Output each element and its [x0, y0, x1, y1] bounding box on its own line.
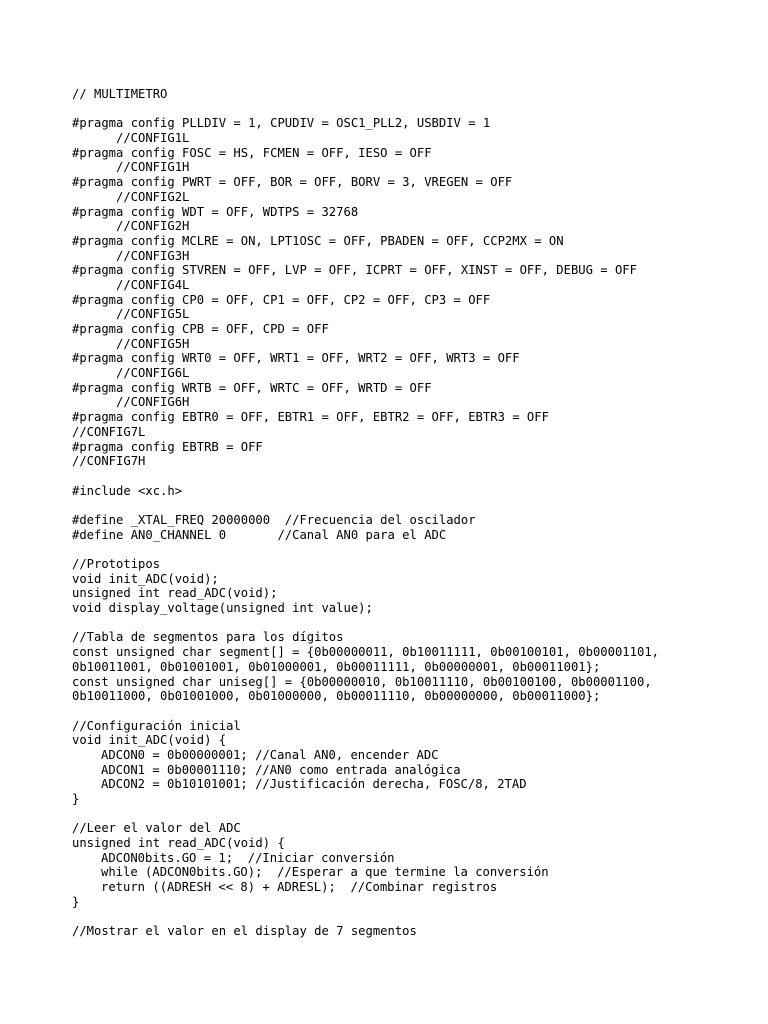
code-line: //Leer el valor del ADC	[72, 821, 241, 836]
code-line: #define _XTAL_FREQ 20000000 //Frecuencia del oscilador	[72, 512, 476, 527]
code-line: return ((ADRESH << 8) + ADRESL); //Combinar registros	[101, 880, 498, 895]
blank-line	[72, 469, 752, 484]
code-line: //Tabla de segmentos para los dígitos	[72, 630, 344, 645]
code-line: }	[72, 792, 80, 806]
code-line: #include <xc.h>	[72, 483, 183, 498]
code-line: //Prototipos	[72, 557, 161, 571]
code-line: //CONFIG6L	[116, 366, 190, 381]
code-line: #pragma config WRT0 = OFF, WRT1 = OFF, WRT2 = OFF, WRT3 = OFF	[72, 351, 520, 366]
code-line: unsigned int read_ADC(void) {	[72, 836, 285, 851]
blank-line	[72, 498, 752, 513]
blank-line	[72, 616, 752, 631]
code-line: }	[72, 894, 80, 909]
code-line: // MULTIMETRO	[72, 87, 168, 101]
code-line: //CONFIG5H	[116, 336, 190, 351]
code-line: ADCON0 = 0b00000001; //Canal AN0, encender ADC	[101, 747, 439, 762]
code-line: #pragma config PLLDIV = 1, CPUDIV = OSC1_PLL2, USBDIV = 1	[72, 116, 491, 131]
code-line: #pragma config EBTRB = OFF	[72, 439, 263, 454]
code-line: //CONFIG7L	[72, 424, 146, 439]
code-line: //CONFIG2L	[116, 189, 190, 204]
code-line: ADCON0bits.GO = 1; //Iniciar conversión	[101, 850, 395, 865]
code-line: void init_ADC(void) {	[72, 733, 227, 748]
code-line: //CONFIG1H	[116, 160, 190, 175]
code-line: #pragma config WRTB = OFF, WRTC = OFF, WRTD = OFF	[72, 380, 432, 395]
blank-line	[72, 542, 752, 557]
code-line: void display_voltage(unsigned int value);	[72, 601, 373, 616]
code-line: unsigned int read_ADC(void);	[72, 586, 278, 601]
code-line: //CONFIG6H	[116, 395, 190, 410]
code-line: #pragma config FOSC = HS, FCMEN = OFF, IESO = OFF	[72, 145, 432, 160]
blank-line	[72, 807, 752, 822]
code-line: #pragma config PWRT = OFF, BOR = OFF, BORV = 3, VREGEN = OFF	[72, 175, 513, 190]
code-line: #pragma config WDT = OFF, WDTPS = 32768	[72, 204, 359, 219]
blank-line	[72, 102, 752, 117]
code-line: #pragma config STVREN = OFF, LVP = OFF, ICPRT = OFF, XINST = OFF, DEBUG = OFF	[72, 263, 637, 278]
code-line: //CONFIG5L	[116, 307, 190, 322]
code-line: //CONFIG1L	[116, 131, 190, 146]
code-line: 0b10011000, 0b01001000, 0b01000000, 0b00011110, 0b00000000, 0b00011000};	[72, 689, 601, 704]
code-listing	[72, 87, 752, 939]
code-line: //CONFIG3H	[116, 248, 190, 263]
code-line: //CONFIG7H	[72, 454, 146, 469]
code-line: #pragma config MCLRE = ON, LPT1OSC = OFF, PBADEN = OFF, CCP2MX = ON	[72, 233, 564, 248]
blank-line	[72, 704, 752, 719]
code-line: #pragma config EBTR0 = OFF, EBTR1 = OFF, EBTR2 = OFF, EBTR3 = OFF	[72, 410, 549, 425]
code-line: //Mostrar el valor en el display de 7 segmentos	[72, 924, 417, 939]
code-line: while (ADCON0bits.GO); //Esperar a que termine la conversión	[101, 865, 549, 880]
code-line: void init_ADC(void);	[72, 571, 219, 586]
code-line: 0b10011001, 0b01001001, 0b01000001, 0b00011111, 0b00000001, 0b00011001};	[72, 659, 601, 674]
code-line: const unsigned char segment[] = {0b00000011, 0b10011111, 0b00100101, 0b00001101,	[72, 645, 659, 660]
code-line: #define AN0_CHANNEL 0 //Canal AN0 para el ADC	[72, 527, 447, 542]
code-line: //CONFIG4L	[116, 277, 190, 292]
code-line: const unsigned char uniseg[] = {0b00000010, 0b10011110, 0b00100100, 0b00001100,	[72, 674, 652, 689]
code-line: //CONFIG2H	[116, 219, 190, 234]
blank-line	[72, 910, 752, 925]
code-line: ADCON2 = 0b10101001; //Justificación derecha, FOSC/8, 2TAD	[101, 777, 527, 792]
code-line: #pragma config CP0 = OFF, CP1 = OFF, CP2 = OFF, CP3 = OFF	[72, 292, 491, 307]
code-line: //Configuración inicial	[72, 718, 241, 733]
code-line: ADCON1 = 0b00001110; //AN0 como entrada analógica	[101, 762, 461, 777]
code-line: #pragma config CPB = OFF, CPD = OFF	[72, 322, 329, 336]
